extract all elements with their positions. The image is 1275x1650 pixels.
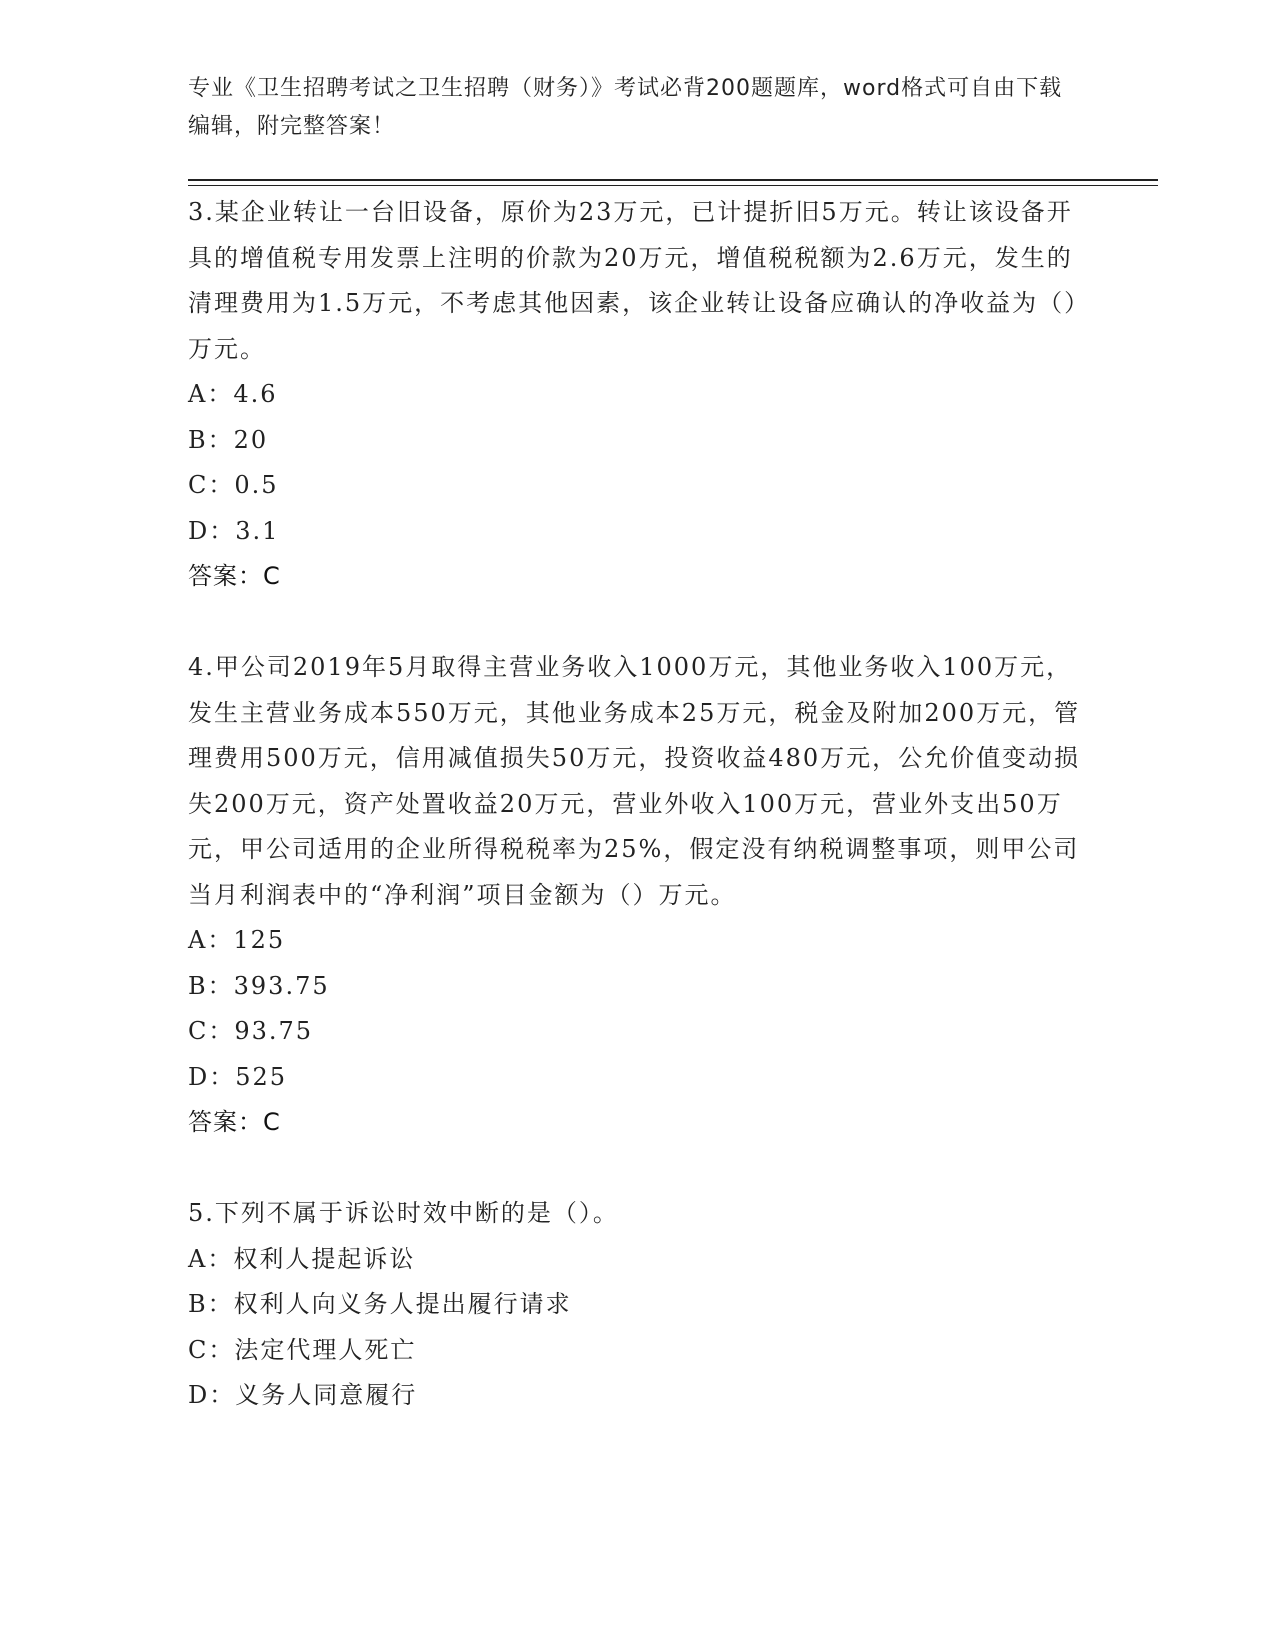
question-text: 5.下列不属于诉讼时效中断的是（）。	[188, 1199, 619, 1227]
option-a: A：权利人提起诉讼	[188, 1244, 416, 1273]
question-item	[188, 1191, 1088, 1419]
option-d: D：3.1	[188, 516, 280, 545]
question-text: 3.某企业转让一台旧设备，原价为23万元，已计提折旧5万元。转让该设备开具的增值税专用发票上注明的价款为20万元，增值税税额为2.6万元，发生的清理费用为1.5万元，不考虑其他因素，该企业转让设备应确认的净收益为（）万元。	[188, 198, 1079, 363]
answer-line: 答案：C	[188, 1108, 281, 1136]
question-item	[188, 645, 1088, 1146]
option-a: A：4.6	[188, 380, 278, 408]
option-d: D：义务人同意履行	[188, 1381, 418, 1409]
question-item	[188, 190, 1088, 600]
question-text: 4.甲公司2019年5月取得主营业务收入1000万元，其他业务收入100万元，发生主营业务成本550万元，其他业务成本25万元，税金及附加200万元，管理费用500万元，信用减值损失50万元，投资收益480万元，公允价值变动损失200万元，资产处置收益20万元，营业外收入100万元，营业外支出50万元，甲公司适用的企业所得税税率为25%，假定没有纳税调整事项，则甲公司当月利润表中的“净利润”项目金额为（）万元。	[188, 653, 1081, 909]
option-a: A：125	[188, 926, 286, 954]
answer-line: 答案：C	[188, 562, 281, 590]
option-d: D：525	[188, 1062, 288, 1091]
option-b: B：20	[188, 425, 269, 454]
header-divider-thin	[188, 185, 1158, 186]
option-c: C：0.5	[188, 471, 279, 499]
document-header: 专业《卫生招聘考试之卫生招聘（财务）》考试必背200题题库，word格式可自由下载编辑，附完整答案！	[188, 76, 1063, 139]
header-divider	[188, 179, 1158, 181]
option-c: C：法定代理人死亡	[188, 1335, 417, 1364]
question-list	[188, 190, 1088, 1464]
option-c: C：93.75	[188, 1017, 314, 1045]
option-b: B：393.75	[188, 971, 330, 1000]
option-b: B：权利人向义务人提出履行请求	[188, 1290, 572, 1318]
